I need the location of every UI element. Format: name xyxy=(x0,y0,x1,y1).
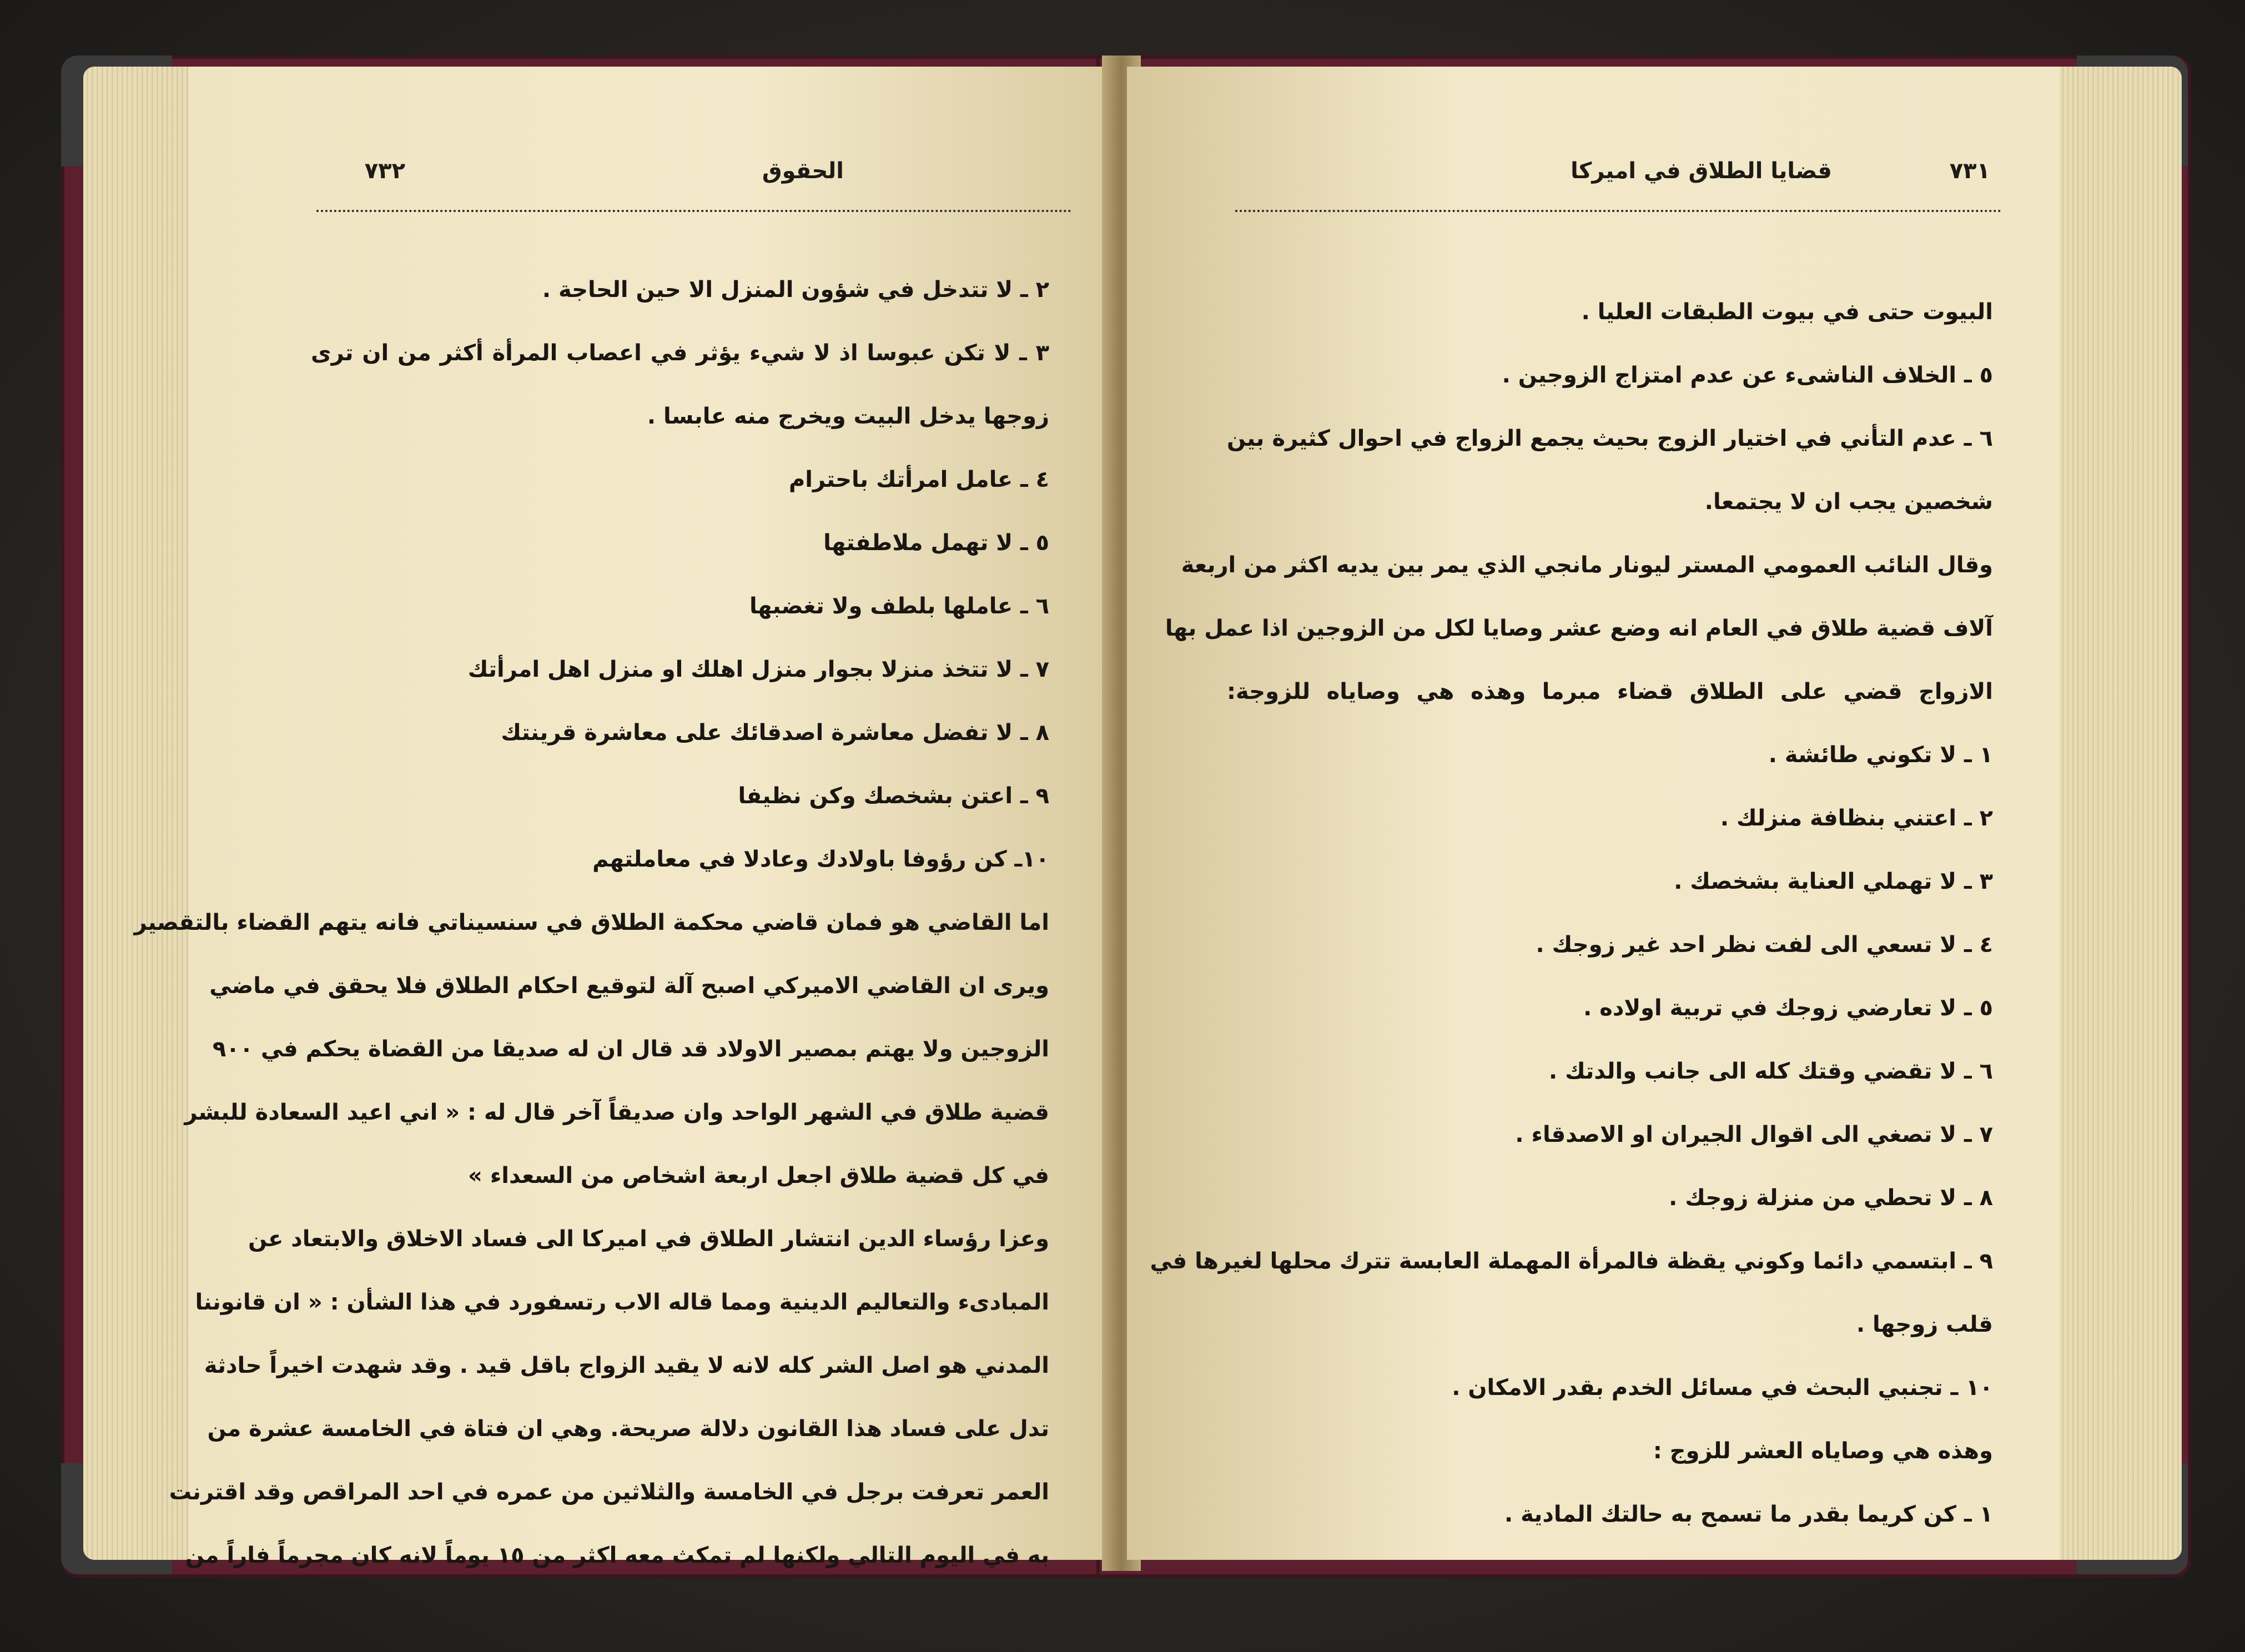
text-line: الازواج قضي على الطلاق قضاء مبرما وهذه هي وصاياه للزوجة: xyxy=(1227,679,1993,704)
text-line: زوجها يدخل البيت ويخرج منه عابسا . xyxy=(647,404,1049,429)
text-line: وقال النائب العمومي المستر ليونار مانجي الذي يمر بين يديه اكثر من اربعة xyxy=(1181,552,1993,578)
text-line: ٣ ـ لا تكن عبوسا اذ لا شيء يؤثر في اعصاب المرأة أكثر من ان ترى xyxy=(311,340,1049,366)
text-line: ٥ ـ الخلاف الناشىء عن عدم امتزاج الزوجين . xyxy=(1502,362,1993,388)
text-line: المدني هو اصل الشر كله لانه لا يقيد الزواج باقل قيد . وقد شهدت اخيراً حادثة xyxy=(204,1353,1049,1378)
text-line: قلب زوجها . xyxy=(1856,1312,1993,1337)
page-number: ٧٣١ xyxy=(1949,158,1990,184)
text-line: تدل على فساد هذا القانون دلالة صريحة. وهي ان فتاة في الخامسة عشرة من xyxy=(207,1416,1049,1442)
text-line: ٧ ـ لا تتخذ منزلا بجوار منزل اهلك او منزل اهل امرأتك xyxy=(467,657,1049,682)
page-header xyxy=(1127,158,2060,203)
text-line: قضية طلاق في الشهر الواحد وان صديقاً آخر قال له : « اني اعيد السعادة للبشر xyxy=(184,1100,1049,1125)
page-edges-right xyxy=(2054,67,2182,1560)
right-page xyxy=(1127,67,2060,1560)
text-line: ١٠ ـ تجنبي البحث في مسائل الخدم بقدر الامكان . xyxy=(1452,1375,1993,1401)
text-line: آلاف قضية طلاق في العام انه وضع عشر وصايا لكل من الزوجين اذا عمل بها xyxy=(1165,616,1993,641)
text-line: ٥ ـ لا تعارضي زوجك في تربية اولاده . xyxy=(1583,995,1993,1021)
text-line: ٨ ـ لا تفضل معاشرة اصدقائك على معاشرة قرينتك xyxy=(501,720,1049,746)
text-line: ٣ ـ لا تهملي العناية بشخصك . xyxy=(1674,869,1993,894)
text-line: ٩ ـ اعتن بشخصك وكن نظيفا xyxy=(738,783,1049,809)
text-line: ١ ـ كن كريما بقدر ما تسمح به حالتك المادية . xyxy=(1504,1502,1993,1527)
header-rule xyxy=(316,210,1071,212)
text-line: وهذه هي وصاياه العشر للزوج : xyxy=(1653,1438,1993,1464)
text-line: ٥ ـ لا تهمل ملاطفتها xyxy=(823,530,1049,556)
text-line: ٦ ـ عدم التأني في اختيار الزوج بحيث يجمع الزواج في احوال كثيرة بين xyxy=(1227,426,1993,451)
text-line: ٦ ـ عاملها بلطف ولا تغضبها xyxy=(749,593,1049,619)
text-line: ٨ ـ لا تحطي من منزلة زوجك . xyxy=(1669,1185,1993,1211)
left-page xyxy=(134,67,1121,1568)
text-line: اما القاضي هو فمان قاضي محكمة الطلاق في سنسيناتي فانه يتهم القضاء بالتقصير xyxy=(134,910,1049,935)
text-line: ٢ ـ لا تتدخل في شؤون المنزل الا حين الحاجة . xyxy=(542,277,1049,303)
page-body xyxy=(134,258,1049,1587)
text-line: ٧ ـ لا تصغي الى اقوال الجيران او الاصدقاء . xyxy=(1515,1122,1993,1147)
text-line: ٤ ـ عامل امرأتك باحترام xyxy=(788,467,1049,492)
text-line: ١ ـ لا تكوني طائشة . xyxy=(1768,742,1993,768)
text-line: العمر تعرفت برجل في الخامسة والثلاثين من عمره في احد المراقص وقد اقترنت xyxy=(169,1479,1049,1505)
text-line: في كل قضية طلاق اجعل اربعة اشخاص من السعداء » xyxy=(468,1163,1049,1188)
text-line: به في اليوم التالي ولكنها لم تمكث معه اكثر من ١٥ يوماً لانه كان مجرماً فاراً من xyxy=(185,1543,1049,1568)
text-line: ٢ ـ اعتني بنظافة منزلك . xyxy=(1720,805,1993,831)
text-line: ٤ ـ لا تسعي الى لفت نظر احد غير زوجك . xyxy=(1536,932,1993,958)
text-line: وعزا رؤساء الدين انتشار الطلاق في اميركا الى فساد الاخلاق والابتعاد عن xyxy=(248,1226,1049,1252)
text-line: ٦ ـ لا تقضي وقتك كله الى جانب والدتك . xyxy=(1549,1059,1993,1084)
text-line: البيوت حتى في بيوت الطبقات العليا . xyxy=(1581,299,1993,325)
text-line: ٩ ـ ابتسمي دائما وكوني يقظة فالمرأة المهملة العابسة تترك محلها لغيرها في xyxy=(1150,1248,1993,1274)
text-line: ويرى ان القاضي الاميركي اصبح آلة لتوقيع احكام الطلاق فلا يحقق في ماضي xyxy=(209,973,1049,999)
page-header xyxy=(189,158,1121,203)
text-line: المبادىء والتعاليم الدينية ومما قاله الاب رتسفورد في هذا الشأن : « ان قانوننا xyxy=(195,1290,1049,1315)
header-rule xyxy=(1235,210,2001,212)
text-line: شخصين يجب ان لا يجتمعا. xyxy=(1704,489,1993,515)
running-head: قضايا الطلاق في اميركا xyxy=(1571,158,1832,184)
text-line: ١٠ـ كن رؤوفا باولادك وعادلا في معاملتهم xyxy=(592,847,1049,872)
text-line: الزوجين ولا يهتم بمصير الاولاد قد قال ان له صديقا من القضاة يحكم في ٩٠٠ xyxy=(212,1036,1049,1062)
page-body xyxy=(1150,280,1993,1546)
page-number: ٧٣٢ xyxy=(364,158,405,184)
running-head: الحقوق xyxy=(762,158,844,184)
